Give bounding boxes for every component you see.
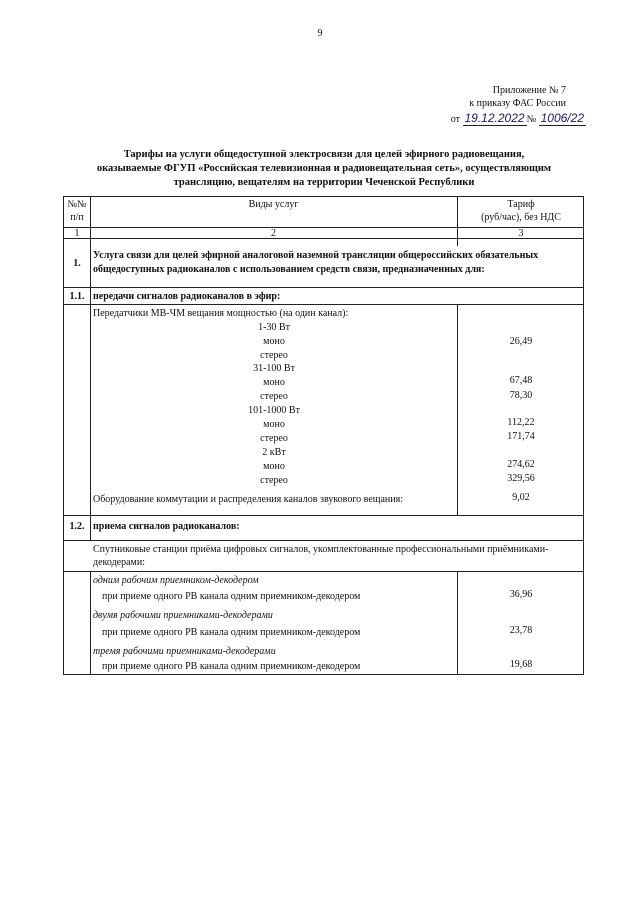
mono-label: моно [263,336,285,347]
header-services: Виды услуг [248,199,299,210]
receiver-heading: тремя рабочими приемниками-декодерами [93,646,276,657]
col-number-2: 2 [271,228,276,239]
stereo-label: стерео [260,475,288,486]
power-group-label: 1-30 Вт [258,322,290,333]
title-line-3: трансляцию, вещателям на территории Чеченской Республики [173,177,475,188]
order-date: 19.12.2022 [464,111,525,125]
col-number-3: 3 [518,228,524,239]
tariff-value: 26,49 [509,336,533,347]
tariff-table [63,196,584,675]
header-num: №№ [67,199,87,210]
satellite-intro-line-1: Спутниковые станции приёма цифровых сигналов, укомплектованные профессиональными приёмниками- [93,544,549,555]
annex-line-1: Приложение № 7 [492,85,566,96]
col-number-1: 1 [74,228,80,239]
annex-line-2: к приказу ФАС России [469,98,566,109]
tariff-value: 274,62 [507,459,535,470]
order-number: 1006/22 [540,111,584,125]
tariff-value: 23,78 [509,625,533,636]
transmitters-intro: Передатчики МВ-ЧМ вещания мощностью (на один канал): [93,308,349,319]
header-tariff: Тариф [507,199,535,210]
stereo-label: стерео [260,433,288,444]
tariff-value: 36,96 [509,589,533,600]
satellite-intro-line-2: декодерами: [93,557,146,568]
tariff-value: 78,30 [509,390,533,401]
annex-header [418,84,566,110]
section-1-text-line-2: общедоступных радиоканалов с использованием средств связи, предназначенных для: [93,264,485,275]
power-group-label: 31-100 Вт [253,363,295,374]
receiver-sub: при приеме одного РВ канала одним приемником-декодером [102,661,361,672]
equipment-label: Оборудование коммутации и распределения каналов звукового вещания: [93,494,403,505]
order-from-label: от [450,114,460,125]
receiver-heading: одним рабочим приемником-декодером [93,575,259,586]
section-1-1-text: передачи сигналов радиоканалов в эфир: [93,291,281,302]
header-tariff-2: (руб/час), без НДС [481,212,561,223]
title-line-1: Тарифы на услуги общедоступной электросвязи для целей эфирного радиовещания, [123,149,525,160]
stereo-label: стерео [260,350,288,361]
section-1-1-number: 1.1. [69,291,85,302]
page-number: 9 [317,28,323,39]
power-group-label: 2 кВт [262,447,286,458]
receiver-sub: при приеме одного РВ канала одним приемником-декодером [102,591,361,602]
power-group-label: 101-1000 Вт [248,405,300,416]
mono-label: моно [263,377,285,388]
order-number-label: № [526,114,537,125]
mono-label: моно [263,461,285,472]
section-1-text-line-1: Услуга связи для целей эфирной аналоговой наземной трансляции общероссийских обязательных [93,250,539,261]
stereo-label: стерео [260,391,288,402]
title-line-2: оказываемые ФГУП «Российская телевизионная и радиовещательная сеть», осуществляющим [96,163,552,174]
receiver-sub: при приеме одного РВ канала одним приемником-декодером [102,627,361,638]
section-1-2-number: 1.2. [69,521,85,532]
section-1-2-text: приема сигналов радиоканалов: [93,521,240,532]
receiver-heading: двумя рабочими приемниками-декодерами [93,610,273,621]
equipment-value: 9,02 [512,492,530,503]
header-num-2: п/п [70,212,84,223]
document-title [64,148,584,190]
tariff-value: 19,68 [509,659,533,670]
mono-label: моно [263,419,285,430]
tariff-value: 171,74 [507,431,535,442]
order-reference [418,111,586,125]
tariff-value: 67,48 [509,375,533,386]
tariff-value: 329,56 [507,473,535,484]
section-1-number: 1. [73,258,81,269]
tariff-value: 112,22 [507,417,535,428]
